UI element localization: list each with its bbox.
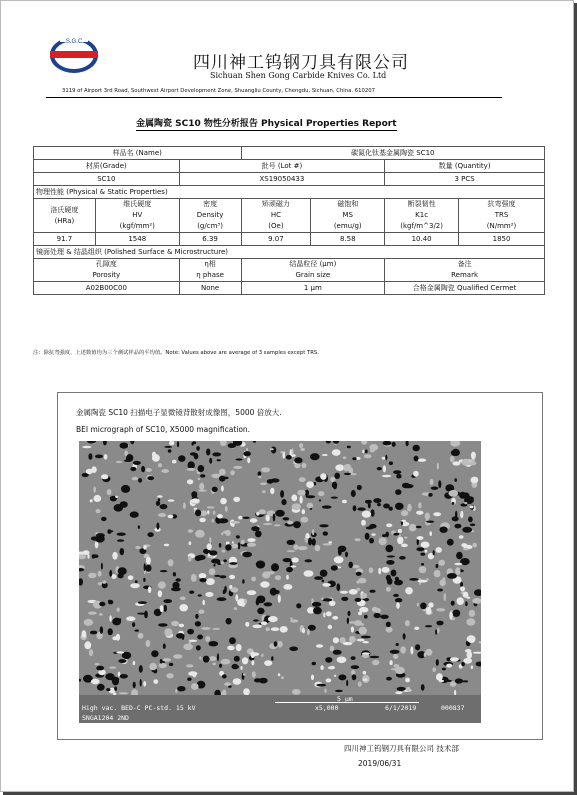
micrograph-caption-en: BEI micrograph of SC10, X5000 magnification.	[76, 425, 251, 434]
prop-value: 8.58	[311, 233, 385, 246]
prop-value: 6.39	[179, 233, 241, 246]
prop-value: 9.07	[241, 233, 311, 246]
company-name-cn: 四川神工钨钢刀具有限公司	[193, 53, 409, 73]
micro-value: None	[179, 282, 241, 295]
table-row	[34, 246, 545, 259]
table-row	[34, 173, 545, 186]
micro-value: A02B00C00	[34, 282, 180, 295]
prop-header: 抗弯强度 TRS (N/mm²)	[459, 199, 545, 233]
micro-value: 1 μm	[241, 282, 385, 295]
scale-label: 5 μm	[337, 695, 353, 703]
name-value: 碳氮化钛基金属陶瓷 SC10	[241, 147, 544, 160]
prop-value: 1850	[459, 233, 545, 246]
sem-settings: High vac. BED-C PC-std. 15 kV	[82, 704, 196, 712]
quantity-value: 3 PCS	[385, 173, 545, 186]
name-label: 样品名 (Name)	[34, 147, 242, 160]
prop-header: 密度 Density (g/cm³)	[179, 199, 241, 233]
grade-value: SC10	[34, 173, 180, 186]
report-title: 金属陶瓷 SC10 物性分析报告 Physical Properties Report	[136, 116, 397, 131]
grade-label: 材质(Grade)	[34, 160, 180, 173]
properties-table	[33, 146, 545, 295]
prop-value: 91.7	[34, 233, 96, 246]
micro-header: η相 η phase	[179, 259, 241, 282]
table-note: 注：除抗弯强度，上述数值均为三个测试样品的平均值。Note: Values above are average of 3 samples except TRS.	[33, 350, 319, 356]
prop-header: 维氏硬度 HV (kgf/mm²)	[95, 199, 179, 233]
company-address: 3119 of Airport 3rd Road, Southwest Airport Development Zone, Shuangliu County, Chengdu, Sichuan, China. 610207	[62, 88, 375, 94]
sem-magnification: x5,000	[315, 704, 339, 712]
table-row	[34, 147, 545, 160]
sem-sample-id: SNGA1204 2ND	[82, 714, 129, 722]
micro-header: 结晶粒径 (μm) Grain size	[241, 259, 385, 282]
prop-value: 1548	[95, 233, 179, 246]
prop-header: 洛氏硬度 (HRa)	[34, 199, 96, 233]
micro-header: 备注 Remark	[385, 259, 545, 282]
table-row	[34, 199, 545, 233]
prop-header: 磁饱和 MS (emu/g)	[311, 199, 385, 233]
sem-info-bar	[79, 695, 481, 723]
sem-texture	[79, 441, 481, 723]
section-physical-properties: 物理性能 (Physical & Static Properties)	[34, 186, 545, 199]
sem-micrograph-image	[79, 441, 481, 723]
section-microstructure: 镜面处理 & 结晶组织 (Polished Surface & Microstructure)	[34, 246, 545, 259]
signature-company: 四川神工钨钢刀具有限公司 技术部	[344, 744, 459, 753]
company-logo-icon	[48, 34, 100, 74]
company-name-en: Sichuan Shen Gong Carbide Knives Co. Ltd	[210, 71, 387, 80]
lot-value: XS19050433	[179, 173, 385, 186]
micro-header: 孔隙度 Porosity	[34, 259, 180, 282]
svg-text:S.G.C: S.G.C	[65, 39, 83, 45]
table-row	[34, 282, 545, 295]
prop-value: 10.40	[385, 233, 459, 246]
lot-label: 批号 (Lot #)	[179, 160, 385, 173]
table-row	[34, 259, 545, 282]
micrograph-caption-cn: 金属陶瓷 SC10 扫描电子显微镜背散射成像图，5000 倍放大.	[76, 408, 282, 417]
sem-date: 6/1/2019	[385, 704, 417, 712]
header-divider	[46, 97, 502, 98]
sem-image-number: 000837	[441, 704, 465, 712]
quantity-label: 数量 (Quantity)	[385, 160, 545, 173]
table-row	[34, 233, 545, 246]
table-row	[34, 160, 545, 173]
prop-header: 断裂韧性 K1c (kgf/m^3/2)	[385, 199, 459, 233]
prop-header: 矫顽磁力 HC (Oe)	[241, 199, 311, 233]
table-row	[34, 186, 545, 199]
micro-value: 合格金属陶瓷 Qualified Cermet	[385, 282, 545, 295]
signature-date: 2019/06/31	[358, 759, 402, 768]
